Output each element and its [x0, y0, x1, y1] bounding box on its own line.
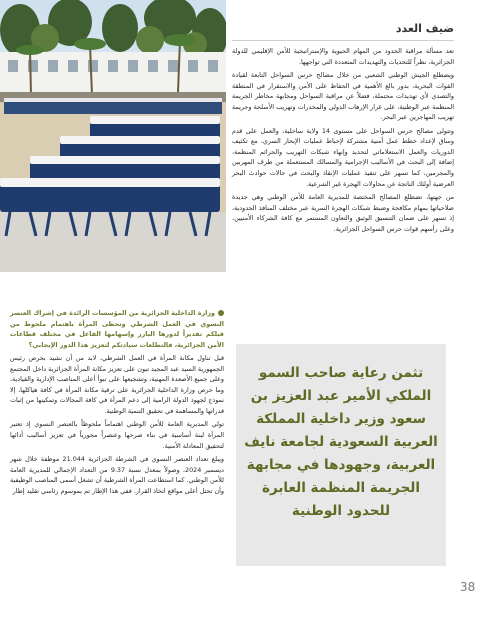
paragraph: ويبلغ تعداد العنصر النسوي في الشرطة الجزائرية 21.044 موظفة خلال شهر ديسمبر 2024، وصولاً بمعدل نسبة 9.37 من التعداد الإجمالي للمديرية العامة للأمن الوطني. كما استطاعت المرأة الشرطية أن تشغل أسمى المناصب الوظيفية وأن تحتل أعلى مواقع اتخاذ القرار. ففي هذا الإطار تم بموسوم رئاسي تقليد إطار: [10, 455, 224, 495]
paragraph: قبل تناول مكانة المرأة في العمل الشرطي، لابد من أن نشيد بحرص رئيس الجمهورية السيد عبد المجيد تبون على تعزيز مكانة المرأة الجزائرية داخل المجتمع وعلى جميع الأصعدة المهنية، وتشجيعها على تبوأ أعلى المناصب الإدارية والقيادية، وما حرص وزارة الداخلية الجزائرية على ترقية مكانة المرأة في كافة هياكلها، إلا نموذج لجهود الدولة الرامية إلى دعم المرأة في كافة المجالات وتمكينها من إثبات قدراتها والمساهمة في تحقيق التنمية الوطنية.: [10, 354, 224, 415]
bullet-icon: [218, 310, 224, 316]
question-text: وزارة الداخلية الجزائرية من المؤسسات الرائدة في إشراك العنصر النسوي في العمل الشرطي وتحظى المرأة باهتمام ملحوظ من قبلكم تقديراً لدورها البارز وإسهامها الفاعل في مختلف قطاعات الأمن الجزائرية، فالتطلعات سيادتكم لتعزيز هذا الدور الإيجابي؟: [10, 309, 224, 349]
paragraph: من جهتها، تضطلع المصالح المختصة للمديرية العامة للأمن الوطني وهي جديدة صلاحياتها بمهام مكافحة وضبط شبكات الهجرة السرية عبر مختلف المنافذ الحدودية، إذ تسهر على ضمان التنسيق الوثيق والتعاون المستمر مع كافة الشركاء الأمنيين، وعلى رأسهم قوات حرس السواحل الجزائرية.: [232, 193, 454, 233]
right-text-column: [232, 46, 454, 237]
pull-quote-text: تثمن رعاية صاحب السمو الملكي الأمير عبد العزيز بن سعود وزير داخلية المملكة العربية السعودية لجامعة نايف العربية، وجهودها في مجابهة الجريمة المنظمة العابرة للحدود الوطنية: [244, 365, 438, 519]
page-number: 38: [460, 580, 476, 594]
left-text-column: [10, 308, 224, 499]
paragraph: ويضطلع الجيش الوطني الشعبي من خلال مصالح حرس السواحل التابعة لقيادة القوات البحرية، بدور بالغ الأهمية في الحفاظ على الأمن والاستقرار في المنطقة والتصدي لأي تهديدات محتملة، فضلاً عن مراقبة السواحل ومجابهة مخاطر الجريمة المنظمة عبر الوطنية، على غرار الإرهاب الدولي والمخدرات وتهريب الأسلحة وجريمة تهريب المهاجرين عبر البحر.: [232, 71, 454, 122]
parade-photo: [0, 0, 226, 272]
paragraph: تولي المديرية العامة للأمن الوطني اهتماماً ملحوظاً بالعنصر النسوي إذ تعتبر المرأة لبنة أساسية في بناء صرحها وعنصراً محورياً في تعزيز أساليب أدائها لتحقيق المعادلة الأمنية.: [10, 420, 224, 450]
title-divider: [232, 40, 454, 41]
paragraph: وتتولى مصالح حرس السواحل على مستوى 14 ولاية ساحلية، والعمل على قدم وساق لإعداد خطط عمل أمنية مشتركة لإحباط عمليات الإبحار السري، مع تكثيف الدوريات والعمل الاستعلاماتي لتحديد وإنهاء شبكات التهريب والجرائم المنظمة، إضافة إلى البحث في الأساليب الإجرامية والمسالك المستعملة من طرف المهربين والمجرمين، كما تسهر على تنفيذ عمليات الإنقاذ والبحث في حالات حوادث البحر العرضية أولئك الناتجة عن محاولات الهجرة غير الشرعية.: [232, 126, 454, 188]
pull-quote-box: [236, 344, 446, 566]
interview-question: [10, 308, 224, 350]
section-title: ضيف العدد: [395, 22, 454, 35]
paragraph: تعد مسألة مراقبة الحدود من المهام الحيوية والإستراتيجية للأمن الإقليمي للدولة الجزائرية، نظراً للتحديات والتهديدات المتعددة التي تواجهها.: [232, 47, 454, 66]
